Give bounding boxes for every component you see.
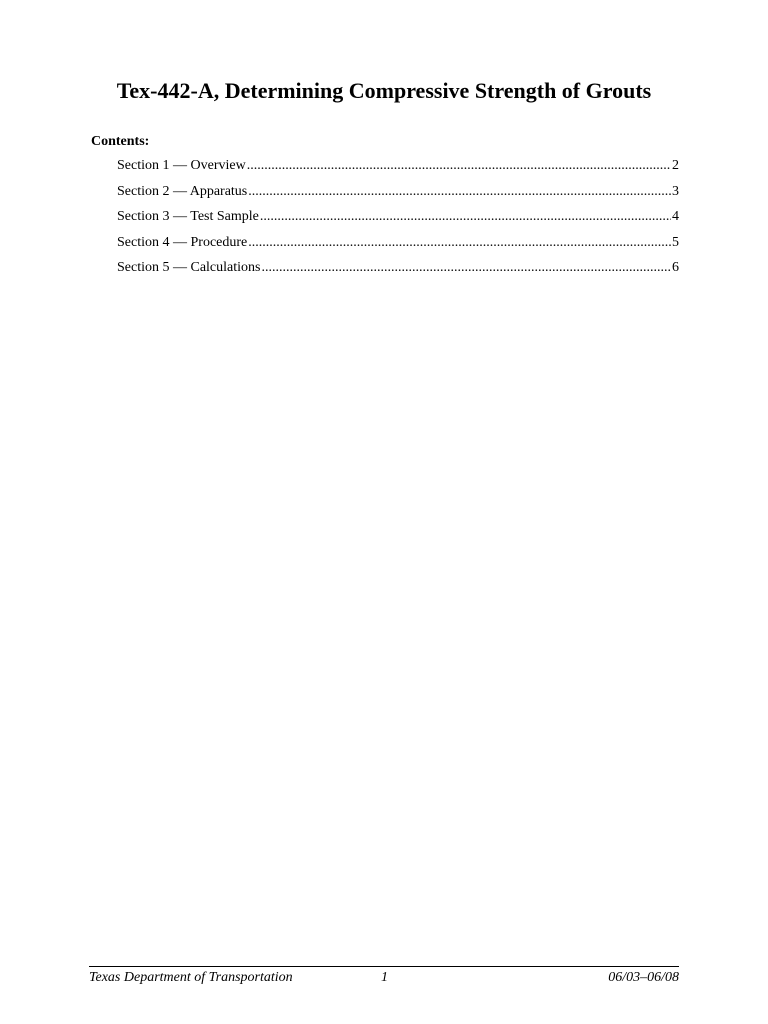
toc-entry-section-1[interactable]: [117, 157, 679, 183]
footer-page-number: 1: [381, 970, 388, 985]
toc-dot-leader: [247, 157, 671, 175]
table-of-contents: [117, 157, 679, 285]
toc-entry-page: 2: [672, 158, 679, 173]
toc-entry-label: Section 4 — Procedure: [117, 234, 248, 250]
toc-dot-leader: [248, 234, 671, 252]
footer-date-range: 06/03–06/08: [608, 970, 679, 985]
toc-entry-section-3[interactable]: [117, 208, 679, 234]
footer-organization: Texas Department of Transportation: [89, 970, 293, 985]
page-footer: [89, 969, 679, 989]
page-title: Tex-442-A, Determining Compressive Strength of Grouts: [116, 78, 652, 103]
contents-heading: Contents:: [91, 134, 150, 149]
toc-dot-leader: [261, 259, 671, 277]
toc-entry-section-2[interactable]: [117, 183, 679, 209]
footer-divider: [89, 966, 679, 967]
toc-entry-page: 5: [672, 234, 679, 250]
toc-dot-leader: [260, 208, 671, 226]
toc-entry-label: Section 2 — Apparatus: [117, 183, 248, 199]
toc-entry-section-5[interactable]: [117, 259, 679, 285]
toc-entry-section-4[interactable]: [117, 234, 679, 260]
toc-entry-label: Section 5 — Calculations: [117, 260, 261, 275]
toc-entry-label: Section 1 — Overview: [117, 158, 246, 173]
toc-entry-page: 4: [672, 209, 679, 224]
toc-entry-label: Section 3 — Test Sample: [117, 209, 259, 224]
toc-entry-page: 3: [672, 183, 679, 199]
toc-dot-leader: [248, 183, 671, 201]
toc-entry-page: 6: [672, 260, 679, 275]
